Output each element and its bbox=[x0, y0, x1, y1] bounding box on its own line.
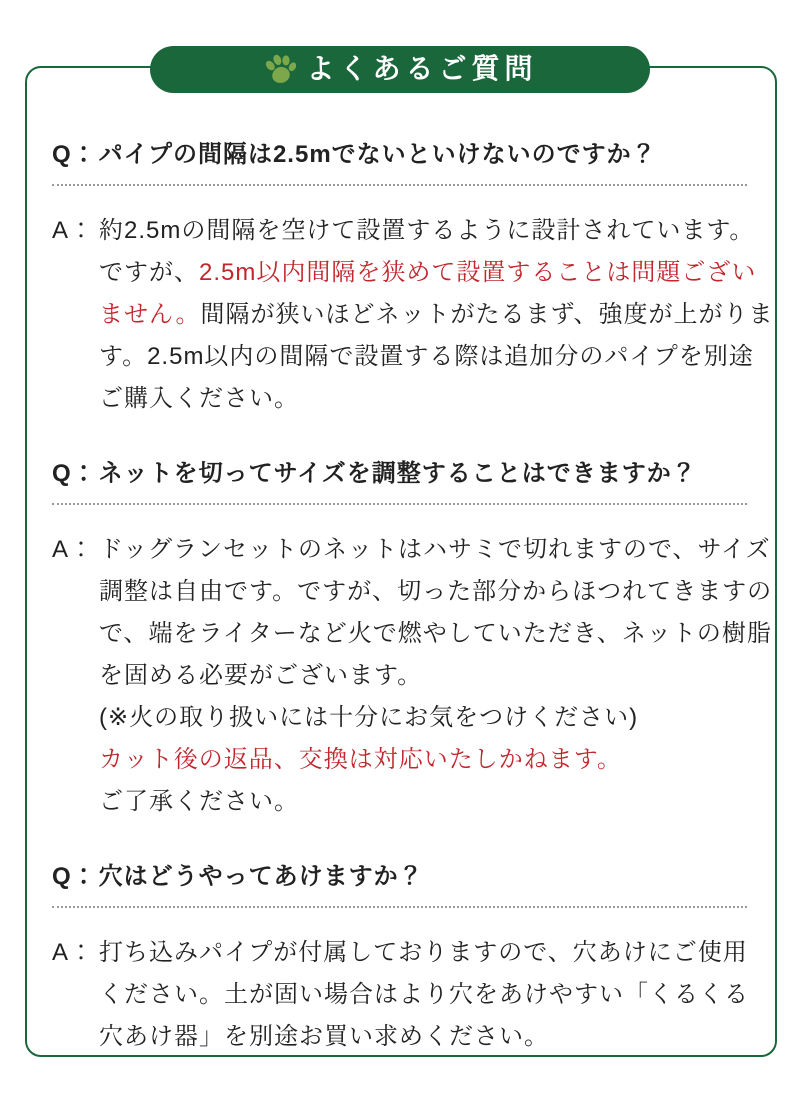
faq-question bbox=[52, 860, 747, 894]
faq-item bbox=[52, 138, 774, 420]
answer-text-segment: 約2.5mの間隔を空けて設置するように設計されています。 bbox=[99, 217, 755, 244]
faq-answer bbox=[52, 529, 773, 823]
answer-lines bbox=[99, 932, 747, 1058]
answer-text-segment: ください。土が固い場合はより穴をあけやすい「くるくる bbox=[99, 981, 749, 1008]
answer-prefix: A： bbox=[52, 939, 95, 966]
faq-title: よくあるご質問 bbox=[306, 52, 538, 84]
answer-text-segment: 穴あけ器」を別途お買い求めください。 bbox=[99, 1023, 549, 1050]
faq-item bbox=[52, 457, 773, 823]
paw-icon bbox=[262, 53, 296, 87]
answer-text-segment: 間隔が狭いほどネットがたるまず、強度が上がりま bbox=[200, 301, 774, 328]
answer-text-segment: カット後の返品、交換は対応いたしかねます。 bbox=[99, 746, 622, 773]
answer-line bbox=[99, 739, 747, 781]
faq-answer bbox=[52, 932, 747, 1058]
answer-line bbox=[99, 252, 757, 294]
question-prefix: Q： bbox=[52, 141, 97, 168]
answer-lines bbox=[99, 529, 773, 823]
answer-text-segment: 打ち込みパイプが付属しておりますので、穴あけにご使用 bbox=[99, 939, 748, 966]
answer-line bbox=[99, 336, 754, 378]
answer-text-segment: (※火の取り扱いには十分にお気をつけください) bbox=[99, 704, 639, 731]
answer-text-segment: 2.5m以内間隔を狭めて設置することは問題ござい bbox=[199, 259, 757, 286]
answer-line bbox=[99, 210, 755, 252]
question-prefix: Q： bbox=[52, 460, 97, 487]
answer-text-segment: す。2.5m以内の間隔で設置する際は追加分のパイプを別途 bbox=[99, 343, 754, 370]
answer-text-segment: ご購入ください。 bbox=[99, 385, 299, 412]
answer-line bbox=[99, 529, 771, 571]
question-text: パイプの間隔は2.5mでないといけないのですか？ bbox=[98, 141, 657, 168]
answer-text-segment: を固める必要がございます。 bbox=[99, 662, 423, 689]
faq-question bbox=[52, 138, 747, 172]
answer-text-segment: で、端をライターなど火で燃やしていただき、ネットの樹脂 bbox=[99, 620, 772, 647]
question-prefix: Q： bbox=[52, 863, 97, 890]
answer-line bbox=[99, 294, 774, 336]
answer-line bbox=[99, 378, 747, 420]
answer-lines bbox=[99, 210, 774, 420]
answer-text-segment: ドッグランセットのネットはハサミで切れますので、サイズ bbox=[99, 536, 771, 563]
faq-header bbox=[150, 46, 650, 93]
answer-text-segment: ご了承ください。 bbox=[99, 788, 299, 815]
answer-line bbox=[99, 781, 747, 823]
question-text: ネットを切ってサイズを調整することはできますか？ bbox=[98, 460, 697, 487]
answer-line bbox=[99, 697, 747, 739]
answer-text-segment: 調整は自由です。ですが、切った部分からほつれてきますの bbox=[99, 578, 773, 605]
answer-prefix: A： bbox=[52, 217, 95, 244]
answer-prefix: A： bbox=[52, 536, 95, 563]
faq-question bbox=[52, 457, 747, 491]
answer-line bbox=[99, 932, 747, 974]
faq-answer bbox=[52, 210, 774, 420]
question-separator bbox=[52, 906, 747, 908]
question-separator bbox=[52, 184, 747, 186]
faq-list bbox=[52, 138, 774, 1058]
answer-line bbox=[99, 655, 747, 697]
faq-box bbox=[25, 66, 777, 1057]
answer-line bbox=[99, 613, 772, 655]
question-separator bbox=[52, 503, 747, 505]
answer-line bbox=[99, 974, 747, 1016]
faq-item bbox=[52, 860, 747, 1058]
answer-line bbox=[99, 571, 773, 613]
question-text: 穴はどうやってあけますか？ bbox=[98, 863, 424, 890]
answer-text-segment: ません。 bbox=[99, 301, 201, 328]
answer-line bbox=[99, 1016, 747, 1058]
answer-text-segment: ですが、 bbox=[99, 259, 199, 286]
